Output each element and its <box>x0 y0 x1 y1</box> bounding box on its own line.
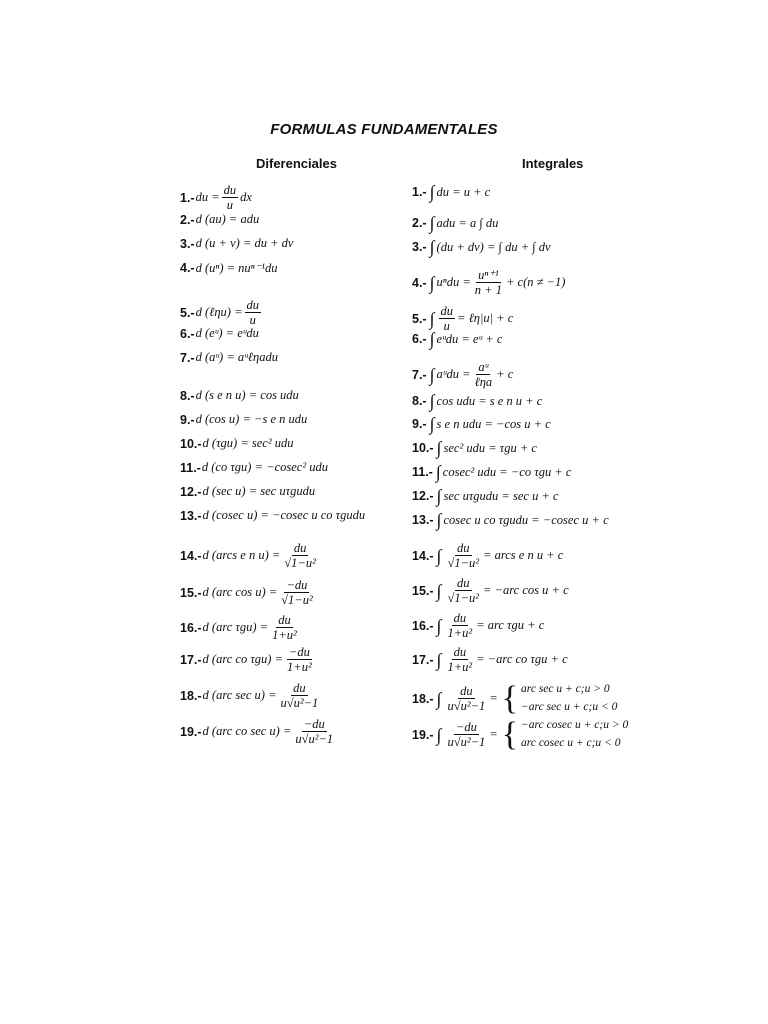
case-line: −arc sec u + c;u < 0 <box>521 700 618 713</box>
page-title: FORMULAS FUNDAMENTALES <box>270 121 498 138</box>
formula-number: 7.- <box>412 367 427 382</box>
formula-lead: d (arc co sec u) = <box>202 724 292 739</box>
fraction <box>445 684 487 714</box>
integral-sign-icon: ∫ <box>429 414 435 434</box>
formula-expression <box>435 439 537 457</box>
integral-formula-12 <box>412 487 559 505</box>
fraction-numerator: du <box>278 613 291 627</box>
integral-sign-icon: ∫ <box>429 391 435 411</box>
formula-tail: = arcs e n u + c <box>483 548 564 563</box>
fraction <box>245 298 262 328</box>
fraction <box>473 360 495 390</box>
formula-expression <box>203 436 294 451</box>
formula-tail: = ℓη|u| + c <box>457 311 514 326</box>
formula-number: 13.- <box>412 513 434 527</box>
brace-icon: { <box>501 715 519 753</box>
formula-number: 2.- <box>412 216 427 230</box>
formula-number: 16.- <box>180 620 202 635</box>
formula-tail: = arc τgu + c <box>476 618 545 633</box>
fraction-numerator: du <box>293 541 307 555</box>
fraction-numerator: du <box>440 304 454 318</box>
formula-number: 9.- <box>412 417 427 431</box>
formula-text: adu = a ∫ du <box>436 215 499 230</box>
fraction <box>278 681 320 711</box>
integral-formula-15 <box>412 576 569 606</box>
column-header-integrales: Integrales <box>522 156 584 171</box>
fraction-denominator: 1+u² <box>287 660 312 675</box>
fraction-denominator: 1+u² <box>447 660 473 675</box>
fraction-numerator: du <box>293 681 306 695</box>
formula-number: 8.- <box>180 388 195 403</box>
formula-number: 9.- <box>180 412 195 427</box>
formula-tail: = <box>489 727 498 742</box>
formula-expression <box>435 541 564 571</box>
formula-text: d (eᵘ) = eᵘdu <box>195 326 259 340</box>
formula-expression <box>434 463 572 481</box>
differential-formula-15 <box>180 578 317 608</box>
formula-expression <box>435 611 545 641</box>
formula-number: 15.- <box>180 585 202 600</box>
formula-number: 11.- <box>412 465 433 479</box>
formula-expression <box>196 183 252 213</box>
fraction-denominator: √1−u² <box>447 591 480 606</box>
integral-sign-icon: ∫ <box>436 438 442 458</box>
formula-expression <box>196 236 294 251</box>
column-header-diferenciales: Diferenciales <box>256 156 337 171</box>
formula-expression <box>428 392 543 410</box>
formula-text: d (τgu) = sec² udu <box>202 436 294 450</box>
formula-lead: d (arc sec u) = <box>202 688 277 703</box>
formula-number: 18.- <box>412 691 434 706</box>
integral-sign-icon: ∫ <box>429 237 435 257</box>
fraction <box>282 541 318 571</box>
formula-number: 1.- <box>180 190 195 205</box>
formula-number: 19.- <box>180 724 202 739</box>
formula-number: 14.- <box>412 548 434 563</box>
differential-formula-8 <box>180 388 299 403</box>
integral-sign-icon: ∫ <box>436 510 442 530</box>
formula-text: sec uτgudu = sec u + c <box>443 488 559 503</box>
formula-number: 15.- <box>412 583 434 598</box>
formula-tail: dx <box>240 190 252 205</box>
formula-expression <box>428 360 514 390</box>
differential-formula-16 <box>180 613 301 643</box>
differential-formula-5 <box>180 298 263 328</box>
formula-text: cos udu = s e n u + c <box>436 393 543 408</box>
formula-number: 7.- <box>180 350 195 365</box>
integral-formula-1 <box>412 183 490 201</box>
formula-expression <box>428 214 499 232</box>
case-line: −arc cosec u + c;u > 0 <box>521 719 629 731</box>
formula-number: 4.- <box>412 275 427 290</box>
formula-number: 5.- <box>412 311 427 326</box>
formula-tail: = −arc cos u + c <box>483 583 569 598</box>
fraction-denominator: 1+u² <box>272 628 297 643</box>
formula-expression <box>196 350 278 365</box>
fraction <box>279 578 315 608</box>
integral-formula-14 <box>412 541 563 571</box>
formula-text: cosec u co τgudu = −cosec u + c <box>443 512 609 527</box>
fraction <box>445 645 474 675</box>
differential-formula-10 <box>180 436 294 451</box>
fraction-numerator: uⁿ⁺¹ <box>478 268 499 282</box>
formula-expression <box>435 576 569 606</box>
integral-formula-9 <box>412 415 551 433</box>
integral-sign-icon: ∫ <box>436 545 442 566</box>
formula-number: 12.- <box>180 484 202 499</box>
formula-expression <box>428 330 503 348</box>
formula-expression <box>428 183 491 201</box>
fraction <box>445 576 481 606</box>
integral-sign-icon: ∫ <box>436 649 442 670</box>
fraction-numerator: du <box>453 645 467 659</box>
formula-expression <box>203 578 317 608</box>
integral-sign-icon: ∫ <box>429 308 435 329</box>
fraction-denominator: √1−u² <box>281 593 313 608</box>
differential-formula-9 <box>180 412 307 427</box>
integral-sign-icon: ∫ <box>429 329 435 349</box>
integral-formula-6 <box>412 330 502 348</box>
formula-expression <box>196 212 260 227</box>
differential-formula-6 <box>180 326 259 341</box>
fraction-numerator: −du <box>455 719 477 734</box>
formula-expression <box>203 645 316 675</box>
formula-text: du = u + c <box>436 184 491 199</box>
integral-formula-8 <box>412 392 542 410</box>
formula-number: 1.- <box>412 185 427 199</box>
fraction-numerator: du <box>460 683 473 698</box>
integral-formula-7 <box>412 360 513 390</box>
formula-number: 10.- <box>412 441 434 455</box>
formula-expression <box>428 415 551 433</box>
fraction-numerator: du <box>453 611 467 625</box>
formula-text: d (au) = adu <box>195 212 260 226</box>
formula-lead: d (arc τgu) = <box>202 620 269 635</box>
formula-lead: uⁿdu = <box>436 275 471 290</box>
formula-text: s e n udu = −cos u + c <box>436 416 551 431</box>
formula-expression <box>196 388 299 403</box>
formula-number: 6.- <box>412 332 427 346</box>
formula-number: 16.- <box>412 618 434 633</box>
case-line: arc cosec u + c;u < 0 <box>521 736 621 749</box>
fraction <box>293 717 335 747</box>
fraction-denominator: 1+u² <box>447 626 473 641</box>
fraction-denominator: √1−u² <box>284 556 316 571</box>
formula-expression <box>196 326 259 341</box>
differential-formula-13 <box>180 508 365 523</box>
formula-number: 19.- <box>412 727 434 742</box>
integral-sign-icon: ∫ <box>435 462 441 482</box>
fraction-numerator: aᵘ <box>478 360 489 374</box>
formula-text: (du + dv) = ∫ du + ∫ dv <box>436 239 551 254</box>
integral-sign-icon: ∫ <box>436 486 442 506</box>
differential-formula-11 <box>180 460 328 475</box>
formula-expression <box>203 613 301 643</box>
formula-expression <box>435 645 568 675</box>
fraction-numerator: du <box>246 298 260 312</box>
brace-icon: { <box>501 679 519 717</box>
formula-tail: + c(n ≠ −1) <box>505 275 566 290</box>
fraction-numerator: −du <box>303 717 325 731</box>
formula-text: sec² udu = τgu + c <box>443 440 537 455</box>
differential-formula-2 <box>180 212 259 227</box>
formula-lead: d (arc co τgu) = <box>202 652 284 667</box>
integral-sign-icon: ∫ <box>429 182 435 202</box>
integral-formula-11 <box>412 463 571 481</box>
formula-expression <box>202 460 328 475</box>
integral-formula-10 <box>412 439 537 457</box>
differential-formula-7 <box>180 350 278 365</box>
formula-expression <box>196 260 278 276</box>
formula-number: 14.- <box>180 548 202 563</box>
fraction-denominator: u√u²−1 <box>447 699 486 714</box>
formula-lead: aᵘdu = <box>436 367 471 382</box>
fraction-numerator: du <box>457 541 470 555</box>
formula-expression <box>435 511 609 529</box>
formula-number: 13.- <box>180 508 202 523</box>
formula-number: 18.- <box>180 688 202 703</box>
fraction-denominator: u√u²−1 <box>295 732 334 747</box>
integral-formula-19 <box>412 717 628 753</box>
fraction <box>445 720 487 750</box>
formula-text: cosec² udu = −co τgu + c <box>442 464 572 479</box>
integral-sign-icon: ∫ <box>436 580 442 601</box>
formula-expression <box>203 541 320 571</box>
formula-text: d (cosec u) = −cosec u co τgudu <box>202 508 366 522</box>
formula-text: d (co τgu) = −cosec² udu <box>201 460 328 474</box>
formula-tail: + c <box>496 367 514 382</box>
fraction-numerator: du <box>223 183 237 197</box>
formula-number: 6.- <box>180 326 195 341</box>
formula-tail: = −arc co τgu + c <box>476 652 568 667</box>
formula-text: d (cos u) = −s e n udu <box>195 412 308 426</box>
formula-number: 3.- <box>180 236 195 251</box>
formula-expression <box>428 238 551 256</box>
differential-formula-1 <box>180 183 252 213</box>
fraction-denominator: ℓηa <box>474 375 493 390</box>
formula-expression <box>435 681 618 717</box>
formula-expression <box>196 298 263 328</box>
formula-text: d (aᵘ) = aᵘℓηadu <box>195 350 278 364</box>
fraction <box>270 613 299 643</box>
formula-expression <box>203 681 323 711</box>
formula-text: d (u + v) = du + dv <box>195 236 294 250</box>
differential-formula-14 <box>180 541 320 571</box>
integral-formula-2 <box>412 214 498 232</box>
fraction-denominator: u <box>443 319 450 334</box>
fraction <box>222 183 239 213</box>
case-line: arc sec u + c;u > 0 <box>521 683 610 695</box>
fraction-numerator: −du <box>286 578 308 592</box>
integral-sign-icon: ∫ <box>436 615 442 636</box>
fraction-denominator: u <box>249 313 256 328</box>
formula-number: 17.- <box>180 652 202 667</box>
formula-number: 17.- <box>412 652 434 667</box>
formula-text: d (s e n u) = cos udu <box>195 388 299 402</box>
formula-number: 3.- <box>412 240 427 254</box>
fraction-numerator: −du <box>288 645 310 659</box>
formula-lead: d (ℓηu) = <box>195 305 243 320</box>
formula-expression <box>203 484 316 499</box>
fraction <box>445 541 481 571</box>
fraction-numerator: du <box>457 576 470 590</box>
integral-sign-icon: ∫ <box>429 364 435 385</box>
integral-formula-13 <box>412 511 609 529</box>
fraction-denominator: √1−u² <box>447 556 480 571</box>
formula-expression <box>196 412 308 427</box>
formula-lead: d (arc cos u) = <box>202 585 278 600</box>
integral-formula-16 <box>412 611 544 641</box>
differential-formula-18 <box>180 681 322 711</box>
piecewise-cases <box>521 717 628 753</box>
formula-expression <box>428 268 566 298</box>
formula-text: d (uⁿ) = nuⁿ⁻¹du <box>195 261 278 275</box>
integral-formula-17 <box>412 645 568 675</box>
formula-text: eᵘdu = eᵘ + c <box>436 331 503 346</box>
integral-formula-18 <box>412 681 617 717</box>
formula-number: 12.- <box>412 489 434 503</box>
formula-expression <box>435 717 629 753</box>
fraction-denominator: u√u²−1 <box>447 735 486 750</box>
integral-sign-icon: ∫ <box>429 272 435 293</box>
formula-tail: = <box>489 691 498 706</box>
integral-sign-icon: ∫ <box>436 688 442 709</box>
fraction <box>445 611 474 641</box>
fraction <box>473 268 504 298</box>
formula-number: 2.- <box>180 212 195 227</box>
differential-formula-3 <box>180 236 293 251</box>
fraction-denominator: u <box>226 198 234 213</box>
integral-formula-4 <box>412 268 565 298</box>
fraction <box>285 645 314 675</box>
differential-formula-17 <box>180 645 316 675</box>
differential-formula-19 <box>180 717 337 747</box>
formula-lead: d (arcs e n u) = <box>202 548 281 563</box>
differential-formula-4 <box>180 260 277 276</box>
integral-sign-icon: ∫ <box>429 213 435 233</box>
formula-expression <box>435 487 559 505</box>
formula-number: 5.- <box>180 305 195 320</box>
fraction-denominator: u√u²−1 <box>280 696 319 711</box>
fraction-denominator: n + 1 <box>474 283 502 298</box>
formula-expression <box>203 717 338 747</box>
formula-lead: du = <box>195 190 220 205</box>
integral-sign-icon: ∫ <box>436 724 442 745</box>
formula-expression <box>203 508 366 523</box>
piecewise-cases <box>521 681 617 717</box>
integral-formula-3 <box>412 238 551 256</box>
formula-number: 11.- <box>180 460 201 475</box>
differential-formula-12 <box>180 484 315 499</box>
formula-text: d (sec u) = sec uτgudu <box>202 484 316 498</box>
formula-number: 4.- <box>180 261 195 275</box>
formula-number: 8.- <box>412 394 427 408</box>
formula-number: 10.- <box>180 436 202 451</box>
